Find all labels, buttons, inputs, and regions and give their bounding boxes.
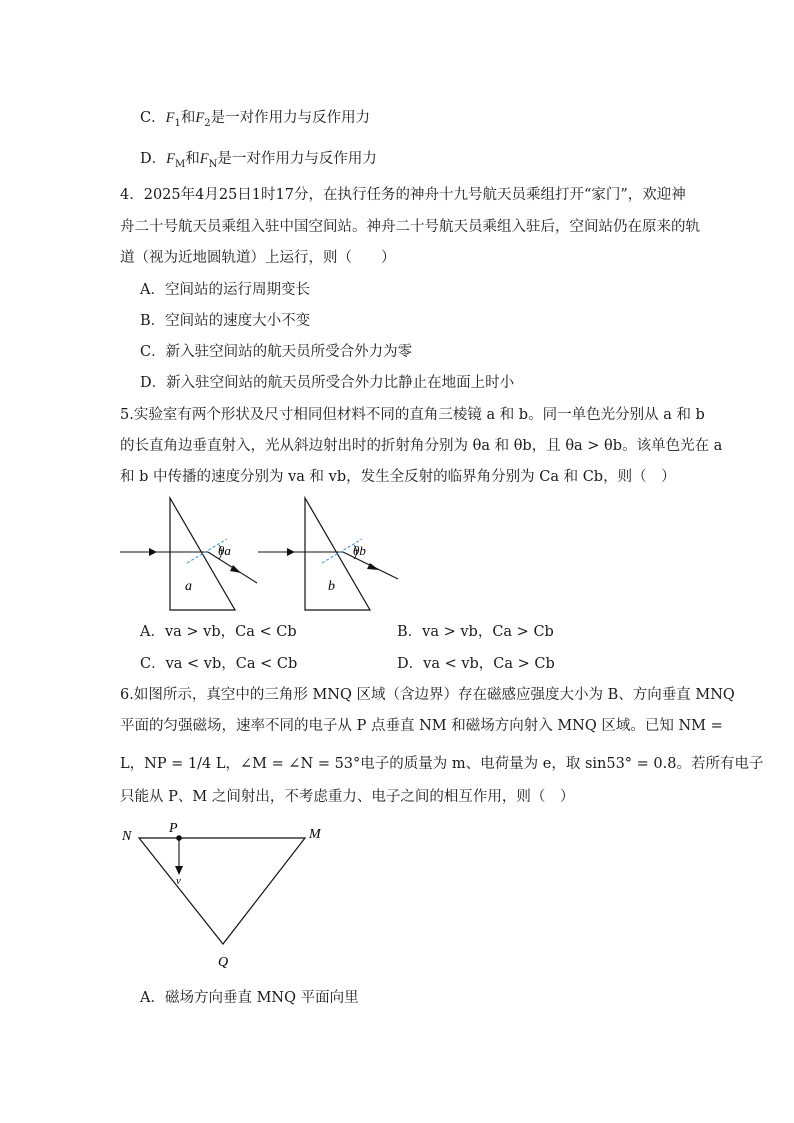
q6-stem-line3: L，NP = 1/4 L，∠M = ∠N = 53°电子的质量为 m、电荷量为 e，取 sin53° = 0.8。若所有电子 xyxy=(120,756,764,772)
q4-option-a: A．空间站的运行周期变长 xyxy=(140,282,310,298)
q6-stem-line1: 6.如图所示，真空中的三角形 MNQ 区域（含边界）存在磁感应强度大小为 B、方向垂直 MNQ xyxy=(120,687,735,703)
label-v: v xyxy=(176,875,181,887)
q4-option-d: D．新入驻空间站的航天员所受合外力比静止在地面上时小 xyxy=(140,375,515,391)
label-p: P xyxy=(169,821,178,836)
q5-stem-line3: 和 b 中传播的速度分别为 va 和 vb，发生全反射的临界角分别为 Ca 和 Cb，则（ ） xyxy=(120,469,676,485)
velocity-arrowhead xyxy=(175,866,183,875)
q5-stem-line2: 的长直角边垂直射入，光从斜边射出时的折射角分别为 θa 和 θb，且 θa > θb。该单色光在 a xyxy=(120,438,723,454)
theta-a-label: θa xyxy=(218,543,231,558)
q5-option-c: C．va < vb，Ca < Cb xyxy=(140,656,298,672)
ray-in-b-arrow xyxy=(287,548,295,556)
ray-out-a-arrow xyxy=(230,565,241,573)
q4-stem-line1: 4．2025年4月25日1时17分，在执行任务的神舟十九号航天员乘组打开“家门”，欢迎神 xyxy=(120,187,686,203)
q6-triangle-figure xyxy=(115,818,335,973)
label-m: M xyxy=(309,827,321,842)
q5-option-a: A．va > vb，Ca < Cb xyxy=(140,624,297,640)
q5-option-d: D．va < vb，Ca > Cb xyxy=(397,656,555,672)
q4-option-b: B．空间站的速度大小不变 xyxy=(140,313,311,329)
label-q: Q xyxy=(218,955,229,970)
q4-stem-line2: 舟二十号航天员乘组入驻中国空间站。神舟二十号航天员乘组入驻后，空间站仍在原来的轨 xyxy=(120,219,700,235)
q5-option-b: B．va > vb，Ca > Cb xyxy=(397,624,554,640)
prev-option-d: D．$F_M$和$F_N$是一对作用力与反作用力 xyxy=(140,151,377,170)
label-n: N xyxy=(122,829,132,844)
ray-in-a-arrow xyxy=(149,548,157,556)
q4-option-c: C．新入驻空间站的航天员所受合外力为零 xyxy=(140,344,413,360)
ray-out-b-arrow xyxy=(367,563,379,570)
q6-stem-line4: 只能从 P、M 之间射出，不考虑重力、电子之间的相互作用，则（ ） xyxy=(120,789,575,805)
prism-a-label: a xyxy=(185,579,192,594)
q6-option-a: A．磁场方向垂直 MNQ 平面向里 xyxy=(140,990,359,1006)
triangle-mnq xyxy=(139,838,305,944)
q5-stem-line1: 5.实验室有两个形状及尺寸相同但材料不同的直角三棱镜 a 和 b。同一单色光分别从 a 和 b xyxy=(120,407,705,423)
q4-stem-line3: 道（视为近地圆轨道）上运行，则（ ） xyxy=(120,250,396,266)
prism-b-label: b xyxy=(328,579,335,594)
q5-prism-figure xyxy=(115,490,415,615)
theta-b-label: θb xyxy=(353,543,366,558)
q6-stem-line2: 平面的匀强磁场，速率不同的电子从 P 点垂直 NM 和磁场方向射入 MNQ 区域。已知 NM = xyxy=(120,718,723,734)
prev-option-c: C．$F_1$和$F_2$是一对作用力与反作用力 xyxy=(140,110,371,129)
